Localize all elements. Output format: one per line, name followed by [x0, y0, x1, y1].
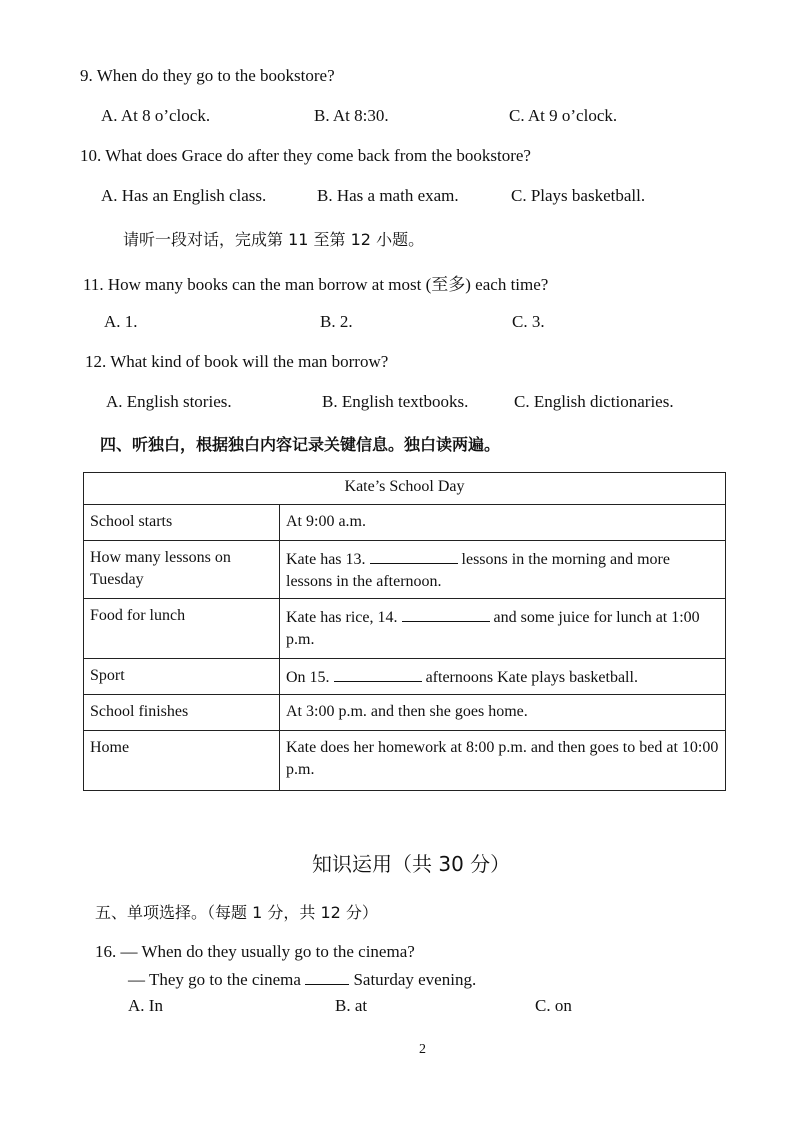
table-row	[84, 541, 726, 599]
question-16-option-c: C. on	[535, 996, 572, 1015]
question-9-option-b: B. At 8:30.	[314, 106, 389, 125]
row-content	[280, 695, 726, 731]
table-row	[84, 659, 726, 695]
row-content-text: At 9:00 a.m.	[286, 513, 366, 530]
table-row	[84, 731, 726, 791]
question-16-option-a: A. In	[128, 996, 163, 1015]
question-10-option-a: A. Has an English class.	[101, 186, 267, 205]
question-11-option-a: A. 1.	[104, 312, 138, 331]
row-content-text: On 15.	[286, 669, 330, 686]
row-content-text: Kate has rice, 14.	[286, 609, 398, 626]
kates-school-day-table	[83, 472, 726, 791]
question-10-option-b: B. Has a math exam.	[317, 186, 459, 205]
table-row	[84, 695, 726, 731]
question-16-option-b: B. at	[335, 996, 368, 1015]
row-content-text: Kate has 13.	[286, 551, 366, 568]
question-12-option-c: C. English dictionaries.	[514, 392, 674, 411]
question-16-line-1: 16. — When do they usually go to the cinema?	[95, 942, 415, 961]
question-12-stem: 12. What kind of book will the man borrow?	[85, 352, 389, 371]
row-label: Home	[84, 731, 280, 791]
row-content	[280, 505, 726, 541]
row-content	[280, 599, 726, 659]
part-5-heading: 五、单项选择。（每题 1 分，共 12 分）	[95, 903, 378, 922]
question-11-option-b: B. 2.	[320, 312, 353, 331]
row-content-text: lessons in the morning and more lessons in the afternoon.	[286, 551, 670, 590]
row-label: Food for lunch	[84, 599, 280, 659]
question-9-option-a: A. At 8 o’clock.	[101, 106, 211, 125]
row-label: Sport	[84, 659, 280, 695]
row-label: School finishes	[84, 695, 280, 731]
row-label: How many lessons on Tuesday	[84, 541, 280, 599]
answer-blank-14[interactable]	[402, 605, 490, 622]
answer-blank-16[interactable]	[305, 968, 349, 985]
table-row	[84, 505, 726, 541]
answer-blank-13[interactable]	[370, 547, 458, 564]
row-content	[280, 659, 726, 695]
row-content-text: Kate does her homework at 8:00 p.m. and then goes to bed at 10:00 p.m.	[286, 739, 719, 778]
row-content-text: and some juice for lunch at 1:00 p.m.	[286, 609, 700, 648]
row-content	[280, 731, 726, 791]
question-9-stem: 9. When do they go to the bookstore?	[80, 66, 335, 85]
question-9-option-c: C. At 9 o’clock.	[509, 106, 618, 125]
question-16-line-2	[128, 968, 476, 990]
row-content	[280, 541, 726, 599]
question-10-option-c: C. Plays basketball.	[511, 186, 646, 205]
row-label: School starts	[84, 505, 280, 541]
page-number: 2	[419, 1042, 426, 1057]
answer-blank-15[interactable]	[334, 665, 422, 682]
question-10-stem: 10. What does Grace do after they come back from the bookstore?	[80, 146, 531, 165]
question-11-option-c: C. 3.	[512, 312, 545, 331]
instruction-11-12: 请听一段对话，完成第 11 至第 12 小题。	[123, 230, 425, 249]
question-12-option-a: A. English stories.	[106, 392, 232, 411]
row-content-text: At 3:00 p.m. and then she goes home.	[286, 703, 528, 720]
part-4-heading: 四、听独白，根据独白内容记录关键信息。独白读两遍。	[100, 435, 501, 454]
question-12-option-b: B. English textbooks.	[322, 392, 469, 411]
table-row	[84, 599, 726, 659]
row-content-text: afternoons Kate plays basketball.	[425, 669, 638, 686]
table-title: Kate’s School Day	[84, 473, 726, 505]
question-16-line-2-text: Saturday evening.	[353, 970, 477, 989]
question-11-stem: 11. How many books can the man borrow at most (至多) each time?	[83, 275, 549, 294]
question-16-line-2-text: — They go to the cinema	[128, 970, 301, 989]
knowledge-section-title: 知识运用（共 30 分）	[312, 852, 511, 876]
table-title-row	[84, 473, 726, 505]
